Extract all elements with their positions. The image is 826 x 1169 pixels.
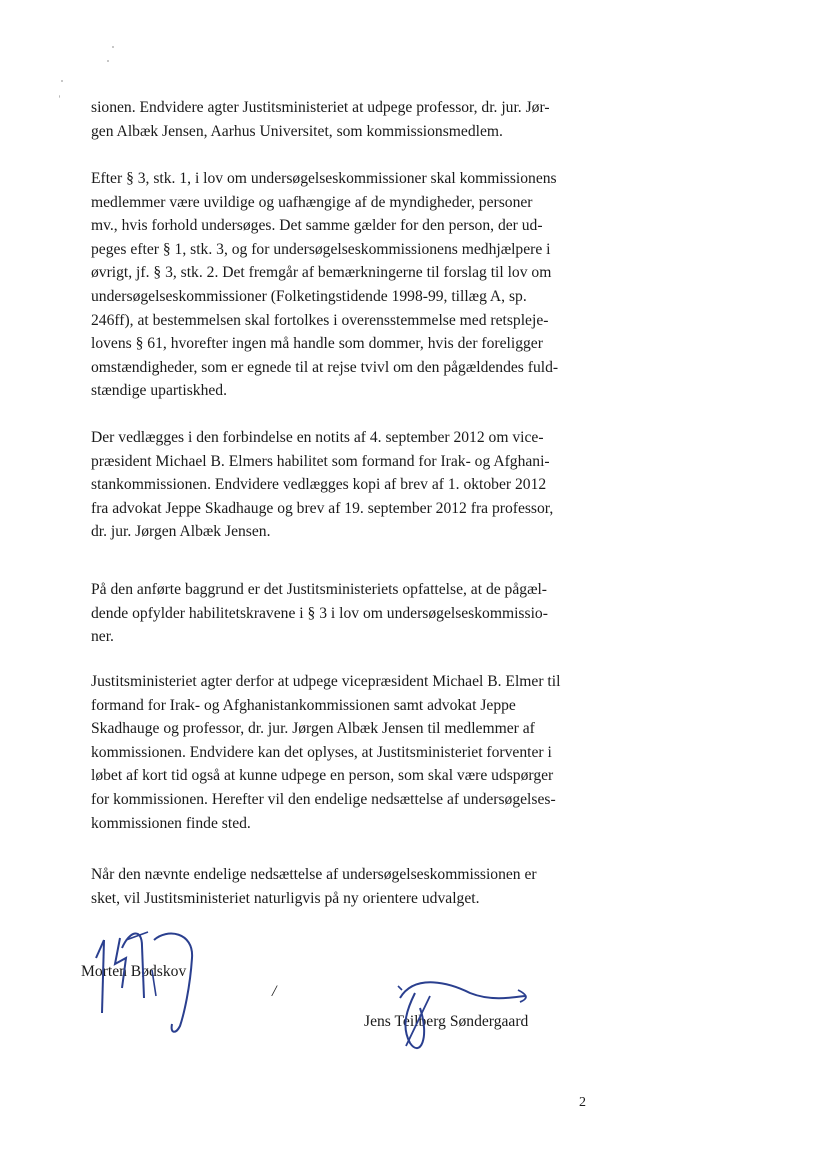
signatory-left-name: Morten Bødskov bbox=[81, 963, 187, 980]
paragraph-conclusion: På den anførte baggrund er det Justitsministeriets opfattelse, at de pågæl- dende opfylder habilitetskravene i § 3 i lov om undersøgelseskommissio- ner. bbox=[91, 581, 548, 646]
scan-speck bbox=[61, 80, 63, 82]
signature-separator: / bbox=[272, 983, 277, 1000]
paragraph-closing: Når den nævnte endelige nedsættelse af undersøgelseskommissionen er sket, vil Justitsministeriet naturligvis på ny orientere udvalget. bbox=[91, 866, 537, 907]
page-number: 2 bbox=[579, 1095, 586, 1110]
handwritten-signature-left bbox=[82, 918, 232, 1038]
handwritten-signature-right bbox=[370, 968, 550, 1068]
paragraph-impartiality: Efter § 3, stk. 1, i lov om undersøgelseskommissioner skal kommissionens medlemmer være uvildige og uafhængige af de myndigheder, personer mv., hvis forhold undersøges. Det samme gælder for den person, der ud- peges efter § 1, stk. 3, og for undersøgelseskommissionens medhjælpere i øvrigt, jf. § 3, stk. 2. Det fremgår af bemærkningerne til forslag til lov om undersøgelseskommissioner (Folketingstidende 1998-99, tillæg A, sp. 246ff), at bestemmelsen skal fortolkes i overensstemmelse med retspleje- lovens § 61, hvorefter ingen må handle som dommer, hvis der foreligger omstændigheder, som er egnede til at rejse tvivl om den pågældendes fuld- stændige upartiskhed. bbox=[91, 170, 559, 400]
signatory-right-name: Jens Teilberg Søndergaard bbox=[364, 1013, 529, 1030]
scan-speck bbox=[107, 60, 109, 62]
paragraph-attachments: Der vedlægges i den forbindelse en notits af 4. september 2012 om vice- præsident Michael B. Elmers habilitet som formand for Irak- og Afghani- stankommissionen. Endvidere vedlægges kopi af brev af 1. oktober 2012 fra advokat Jeppe Skadhauge og brev af 19. september 2012 fra professor, dr. jur. Jørgen Albæk Jensen. bbox=[91, 429, 554, 541]
paragraph-continuation: sionen. Endvidere agter Justitsministeriet at udpege professor, dr. jur. Jør- gen Albæk Jensen, Aarhus Universitet, som kommissionsmedlem. bbox=[91, 99, 550, 140]
scan-speck bbox=[59, 95, 60, 98]
scan-speck bbox=[112, 46, 114, 48]
paragraph-appointment: Justitsministeriet agter derfor at udpege vicepræsident Michael B. Elmer til formand for Irak- og Afghanistankommissionen samt advokat Jeppe Skadhauge og professor, dr. jur. Jørgen Albæk Jensen til medlemmer af kommissionen. Endvidere kan det oplyses, at Justitsministeriet forventer i løbet af kort tid også at kunne udpege en person, som skal være udspørger for kommissionen. Herefter vil den endelige nedsættelse af undersøgelses- kommissionen finde sted. bbox=[91, 673, 561, 832]
